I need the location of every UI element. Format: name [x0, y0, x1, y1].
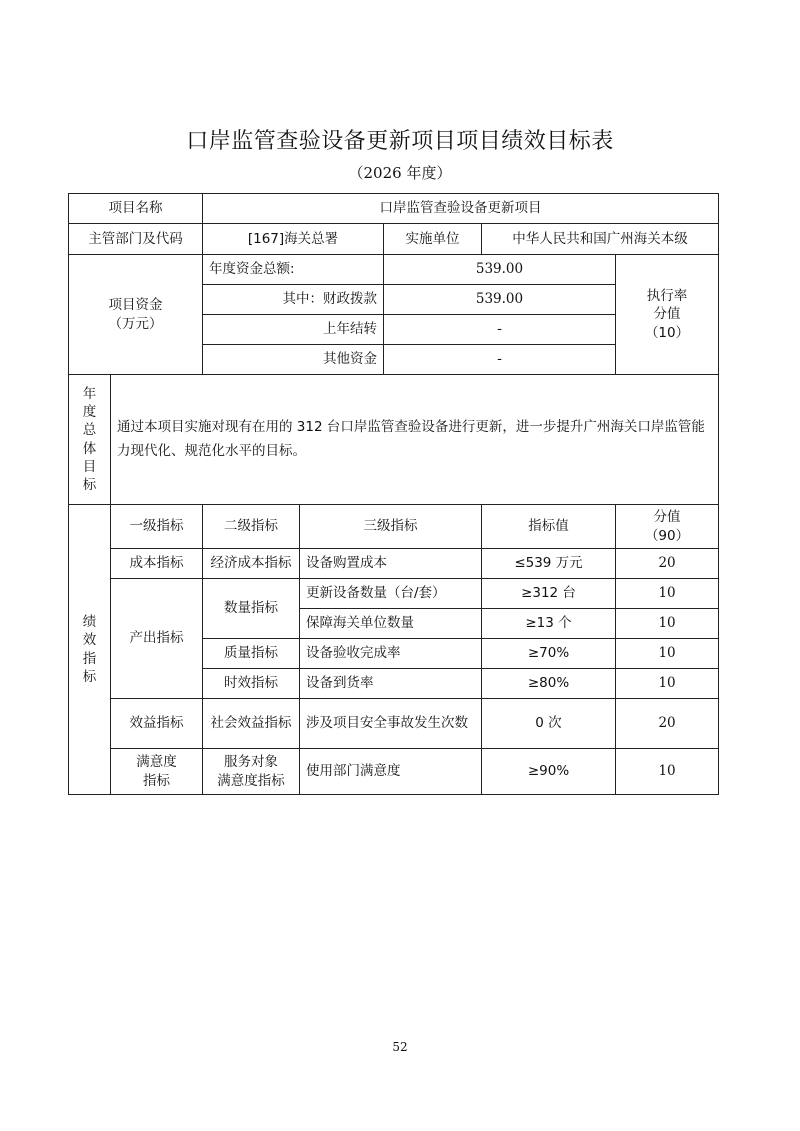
level1-line2: 指标	[143, 772, 170, 789]
funds-label-line2: （万元）	[108, 315, 163, 332]
annual-goal-char: 标	[82, 476, 97, 493]
annual-goal-text: 通过本项目实施对现有在用的 312 台口岸监管查验设备进行更新，进一步提升广州海关口岸监管能力现代化、规范化水平的目标。	[111, 375, 719, 505]
score-cell: 10	[616, 579, 719, 609]
performance-char: 指	[82, 650, 97, 667]
implementing-unit-label: 实施单位	[384, 224, 482, 255]
page-subtitle: （2026 年度）	[348, 164, 452, 182]
row-annual-goal	[69, 375, 719, 505]
value-cell: ≥80%	[482, 669, 616, 699]
funds-total-label: 年度资金总额:	[203, 255, 384, 285]
table-row	[69, 549, 719, 579]
execution-rate-line1: 执行率	[646, 288, 688, 305]
page-number: 52	[392, 1040, 408, 1054]
department-label: 主管部门及代码	[69, 224, 203, 255]
header-value: 指标值	[482, 505, 616, 549]
funds-label-line1: 项目资金	[108, 297, 163, 314]
funds-carry-label: 上年结转	[203, 315, 384, 345]
performance-char: 标	[82, 668, 97, 685]
annual-goal-char: 年	[82, 385, 97, 402]
level1-line1: 满意度	[136, 754, 177, 771]
score-cell: 20	[616, 549, 719, 579]
header-score-line2: （90）	[644, 527, 690, 544]
table-row	[69, 699, 719, 749]
level1-cell	[111, 749, 203, 795]
funds-carry-value: -	[384, 315, 616, 345]
page-title: 口岸监管查验设备更新项目项目绩效目标表	[186, 129, 614, 154]
row-funds-total	[69, 255, 719, 285]
value-cell: ≥70%	[482, 639, 616, 669]
header-score	[616, 505, 719, 549]
level2-line1: 服务对象	[224, 754, 278, 771]
performance-char: 效	[82, 632, 97, 649]
value-cell: ≥312 台	[482, 579, 616, 609]
header-level3: 三级指标	[300, 505, 482, 549]
funds-other-value: -	[384, 345, 616, 375]
project-name-label: 项目名称	[69, 194, 203, 224]
funds-fiscal-label: 其中：财政拨款	[203, 285, 384, 315]
level3-cell: 更新设备数量（台/套）	[300, 579, 482, 609]
annual-goal-char: 度	[82, 404, 97, 421]
annual-goal-char: 目	[82, 458, 97, 475]
table-row	[69, 579, 719, 609]
annual-goal-char: 总	[82, 422, 97, 439]
score-cell: 10	[616, 669, 719, 699]
funds-other-label: 其他资金	[203, 345, 384, 375]
level1-cell: 产出指标	[111, 579, 203, 699]
execution-rate-line3: （10）	[644, 324, 690, 341]
execution-rate-line2: 分值	[653, 306, 681, 323]
level1-cell: 成本指标	[111, 549, 203, 579]
level2-cell: 经济成本指标	[203, 549, 300, 579]
value-cell: 0 次	[482, 699, 616, 749]
level2-cell: 质量指标	[203, 639, 300, 669]
score-cell: 10	[616, 609, 719, 639]
level2-cell: 社会效益指标	[203, 699, 300, 749]
score-cell: 10	[616, 749, 719, 795]
project-name-value: 口岸监管查验设备更新项目	[203, 194, 719, 224]
value-cell: ≥90%	[482, 749, 616, 795]
level3-cell: 涉及项目安全事故发生次数	[300, 699, 482, 749]
row-department	[69, 224, 719, 255]
annual-goal-char: 体	[82, 440, 97, 457]
header-level1: 一级指标	[111, 505, 203, 549]
level3-cell: 使用部门满意度	[300, 749, 482, 795]
level3-cell: 设备验收完成率	[300, 639, 482, 669]
annual-goal-label	[69, 375, 111, 505]
funds-fiscal-value: 539.00	[384, 285, 616, 315]
level3-cell: 保障海关单位数量	[300, 609, 482, 639]
level3-cell: 设备到货率	[300, 669, 482, 699]
department-value: [167]海关总署	[203, 224, 384, 255]
performance-target-table	[68, 193, 719, 795]
execution-rate-score	[616, 255, 719, 375]
performance-label	[69, 505, 111, 795]
row-performance-header	[69, 505, 719, 549]
level2-cell: 数量指标	[203, 579, 300, 639]
level2-line2: 满意度指标	[217, 772, 285, 789]
level3-cell: 设备购置成本	[300, 549, 482, 579]
score-cell: 20	[616, 699, 719, 749]
performance-char: 绩	[82, 614, 97, 631]
score-cell: 10	[616, 639, 719, 669]
header-score-line1: 分值	[653, 509, 681, 526]
value-cell: ≤539 万元	[482, 549, 616, 579]
funds-total-value: 539.00	[384, 255, 616, 285]
header-level2: 二级指标	[203, 505, 300, 549]
funds-label	[69, 255, 203, 375]
level1-cell: 效益指标	[111, 699, 203, 749]
table-row	[69, 749, 719, 795]
row-project-name	[69, 194, 719, 224]
implementing-unit-value: 中华人民共和国广州海关本级	[482, 224, 719, 255]
level2-cell	[203, 749, 300, 795]
level2-cell: 时效指标	[203, 669, 300, 699]
value-cell: ≥13 个	[482, 609, 616, 639]
